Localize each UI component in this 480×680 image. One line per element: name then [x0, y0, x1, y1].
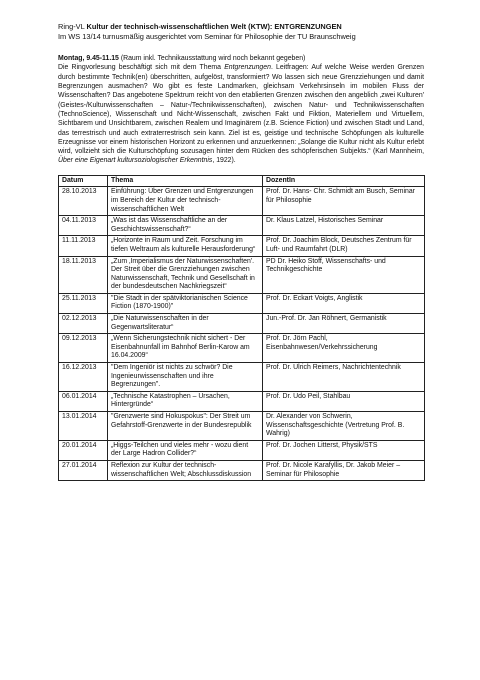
- cell-date: 28.10.2013: [59, 187, 108, 216]
- cell-date: 04.11.2013: [59, 216, 108, 236]
- cell-lecturer: Jun.-Prof. Dr. Jan Röhnert, Germanistik: [263, 314, 425, 334]
- cell-topic: "Grenzwerte sind Hokuspokus": Der Streit um Gefahrstoff-Grenzwerte in der Bundesrepublik: [108, 412, 263, 441]
- intro-text-2: . Leitfragen: Auf welche Weise werden Grenzen durch bestimmte Technik(en) überschritten, aufgelöst, transformiert? Wo lassen sich neue Grenzziehungen und damit Begrenzungen ausmachen? Wo gibt es feste Landmarken, gleichsam Verkehrsinseln im mobilen Fluss der Wissenschaften? Das angebotene Spektrum reicht von den etablierten Grenzen zwischen den angeblich ‚zwei Kulturen' (Geistes-/Kulturwissenschaften – Natur-/Technikwissenschaften), zwischen Natur- und Technikwissenschaften (TechnoScience), Wissenschaft und Nicht-Wissenschaft, zwischen Fakt und Fiktion, Materiellem und Virtuellem, Sichtbarem und Unsichtbarem, zwischen Realem und Imaginärem (z.B. Science Fiction) und zwischen Stadt und Land, das terrestrisch und auch extraterrestrisch sein kann. Ziel ist es, geistige und technische Schöpfungen als kulturelle Erzeugnisse vor einem historischen Horizont zu erkennen und anzuerkennen: „Solange die Kultur nicht als Kultur erlebt wird, vollzieht sich die Kulturschöpfung sozusagen hinter dem Rücken des schöpferischen Subjekts.“ (Karl Mannheim,: [58, 64, 424, 156]
- intro-room-note: (Raum inkl. Technikausstattung wird noch bekannt gegeben): [118, 55, 306, 63]
- cell-lecturer: Prof. Dr. Jörn Pachl, Eisenbahnwesen/Verkehrssicherung: [263, 334, 425, 363]
- cell-date: 06.01.2014: [59, 391, 108, 411]
- intro-text-1: Die Ringvorlesung beschäftigt sich mit dem Thema: [58, 64, 225, 72]
- document-title: [58, 22, 424, 32]
- cell-topic: „Horizonte in Raum und Zeit. Forschung im tiefen Weltraum als kulturelle Herausforderung“: [108, 236, 263, 256]
- table-row: [59, 187, 425, 216]
- cell-date: 18.11.2013: [59, 256, 108, 293]
- cell-topic: „Die Naturwissenschaften in der Gegenwartsliteratur“: [108, 314, 263, 334]
- intro-text-3: , 1922).: [212, 157, 236, 165]
- table-row: [59, 256, 425, 293]
- table-row: [59, 460, 425, 480]
- schedule-table: [58, 175, 425, 481]
- intro-work-title: Über eine Eigenart kultursoziologischer Erkenntnis: [58, 157, 213, 165]
- cell-lecturer: Prof. Dr. Udo Peil, Stahlbau: [263, 391, 425, 411]
- cell-topic: "Die Stadt in der spätviktorianischen Science Fiction (1870-1900)": [108, 293, 263, 313]
- cell-lecturer: Prof. Dr. Hans- Chr. Schmidt am Busch, Seminar für Philosophie: [263, 187, 425, 216]
- cell-lecturer: Prof. Dr. Jochen Litterst, Physik/STS: [263, 440, 425, 460]
- intro-paragraph: [58, 54, 424, 166]
- cell-topic: "Dem Ingeniör ist nichts zu schwör? Die Ingenieurwissenschaften und ihre Begrenzungen".: [108, 363, 263, 392]
- cell-date: 25.11.2013: [59, 293, 108, 313]
- cell-lecturer: Prof. Dr. Ulrich Reimers, Nachrichtentechnik: [263, 363, 425, 392]
- cell-date: 20.01.2014: [59, 440, 108, 460]
- cell-date: 02.12.2013: [59, 314, 108, 334]
- schedule-body: [59, 187, 425, 481]
- title-prefix: Ring-VL: [58, 22, 87, 31]
- table-row: [59, 334, 425, 363]
- cell-topic: Einführung: Über Grenzen und Entgrenzungen im Bereich der Kultur der technisch-wissenschaftlichen Welt: [108, 187, 263, 216]
- cell-topic: „Wenn Sicherungstechnik nicht sichert - Der Eisenbahnunfall im Bahnhof Berlin-Karow am 16.04.2009“: [108, 334, 263, 363]
- cell-topic: „Technische Katastrophen – Ursachen, Hintergründe“: [108, 391, 263, 411]
- cell-lecturer: Prof. Dr. Nicole Karafyllis, Dr. Jakob Meier – Seminar für Philosophie: [263, 460, 425, 480]
- table-row: [59, 391, 425, 411]
- table-header-row: [59, 175, 425, 187]
- cell-lecturer: Dr. Alexander von Schwerin, Wissenschaftsgeschichte (Vertretung Prof. B. Wahrig): [263, 412, 425, 441]
- document-subtitle: Im WS 13/14 turnusmäßig ausgerichtet vom Seminar für Philosophie der TU Braunschweig: [58, 31, 356, 41]
- table-row: [59, 236, 425, 256]
- cell-date: 09.12.2013: [59, 334, 108, 363]
- table-row: [59, 440, 425, 460]
- cell-date: 13.01.2014: [59, 412, 108, 441]
- document-page: [58, 22, 424, 481]
- table-row: [59, 412, 425, 441]
- header-lecturer: DozentIn: [263, 175, 425, 187]
- cell-date: 16.12.2013: [59, 363, 108, 392]
- cell-date: 27.01.2014: [59, 460, 108, 480]
- cell-lecturer: Prof. Dr. Eckart Voigts, Anglistik: [263, 293, 425, 313]
- cell-date: 11.11.2013: [59, 236, 108, 256]
- header-topic: Thema: [108, 175, 263, 187]
- cell-lecturer: Dr. Klaus Latzel, Historisches Seminar: [263, 216, 425, 236]
- cell-topic: „Was ist das Wissenschaftliche an der Geschichtswissenschaft?“: [108, 216, 263, 236]
- cell-lecturer: PD Dr. Heiko Stoff, Wissenschafts- und Technikgeschichte: [263, 256, 425, 293]
- table-row: [59, 314, 425, 334]
- intro-theme: Entgrenzungen: [224, 64, 271, 72]
- cell-topic: „Higgs-Teilchen und vieles mehr - wozu dient der Large Hadron Collider?“: [108, 440, 263, 460]
- header-date: Datum: [59, 175, 108, 187]
- table-row: [59, 216, 425, 236]
- table-row: [59, 293, 425, 313]
- table-row: [59, 363, 425, 392]
- cell-topic: „Zum ‚Imperialismus der Naturwissenschaften'. Der Streit über die Grenzziehungen zwischen Naturwissenschaft, Technik und Gesellschaft in der bundesdeutschen Nachkriegszeit“: [108, 256, 263, 293]
- title-main: Kultur der technisch-wissenschaftlichen Welt (KTW): ENTGRENZUNGEN: [86, 22, 342, 31]
- cell-lecturer: Prof. Dr. Joachim Block, Deutsches Zentrum für Luft- und Raumfahrt (DLR): [263, 236, 425, 256]
- intro-time: Montag, 9.45-11.15: [58, 55, 119, 63]
- cell-topic: Reflexion zur Kultur der technisch-wissenschaftlichen Welt; Abschlussdiskussion: [108, 460, 263, 480]
